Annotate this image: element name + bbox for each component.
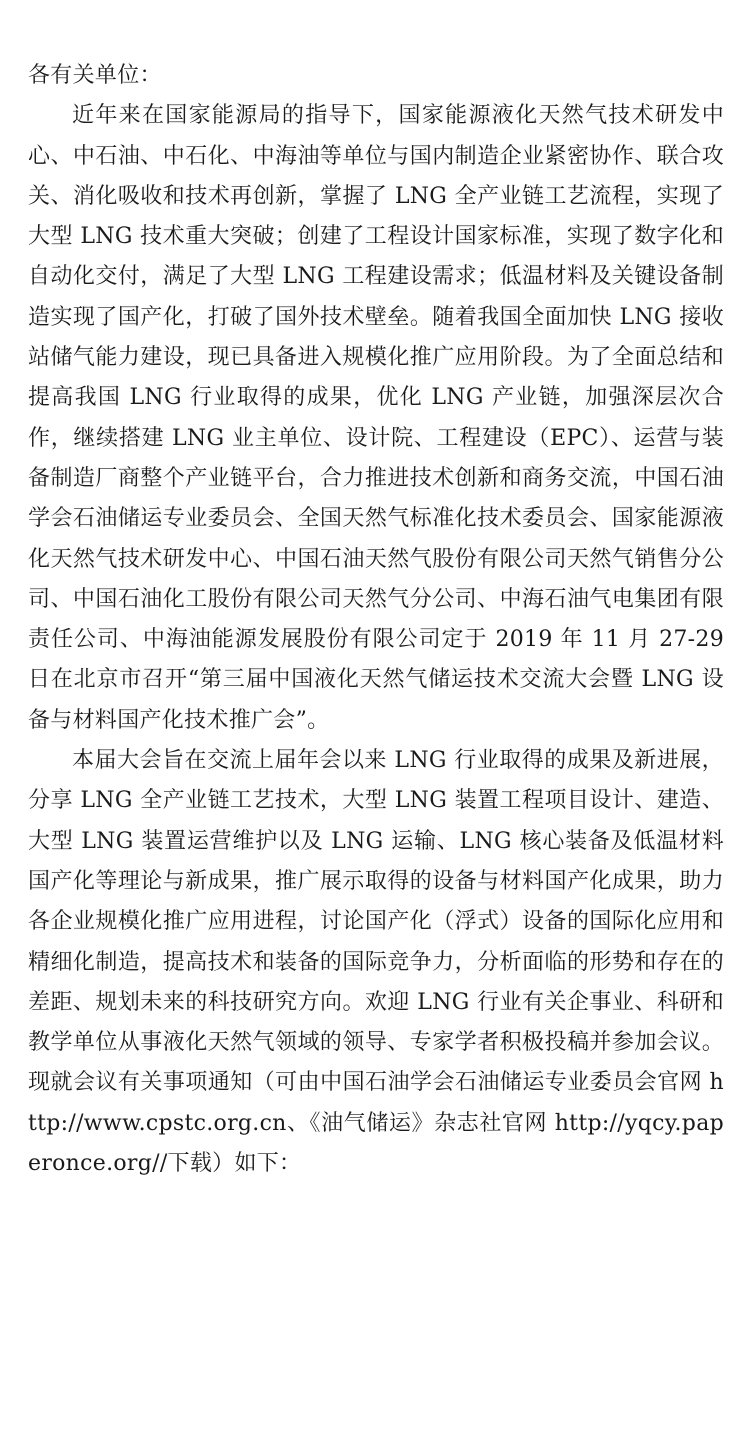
- paragraph-background: 近年来在国家能源局的指导下，国家能源液化天然气技术研发中心、中石油、中石化、中海油等单位与国内制造企业紧密协作、联合攻关、消化吸收和技术再创新，掌握了 LNG 全产业链工艺流程，实现了大型 LNG 技术重大突破；创建了工程设计国家标准，实现了数字化和自动化交付，满足了大型 LNG 工程建设需求；低温材料及关键设备制造实现了国产化，打破了国外技术壁垒。随着我国全面加快 LNG 接收站储气能力建设，现已具备进入规模化推广应用阶段。为了全面总结和提高我国 LNG 行业取得的成果，优化 LNG 产业链，加强深层次合作，继续搭建 LNG 业主单位、设计院、工程建设（EPC）、运营与装备制造厂商整个产业链平台，合力推进技术创新和商务交流，中国石油学会石油储运专业委员会、全国天然气标准化技术委员会、国家能源液化天然气技术研发中心、中国石油天然气股份有限公司天然气销售分公司、中国石油化工股份有限公司天然气分公司、中海石油气电集团有限责任公司、中海油能源发展股份有限公司定于 2019 年 11 月 27-29 日在北京市召开“第三届中国液化天然气储运技术交流大会暨 LNG 设备与材料国产化技术推广会”。: [28, 103, 724, 733]
- paragraph-purpose: 本届大会旨在交流上届年会以来 LNG 行业取得的成果及新进展，分享 LNG 全产业链工艺技术，大型 LNG 装置工程项目设计、建造、大型 LNG 装置运营维护以及 LNG 运输、LNG 核心装备及低温材料国产化等理论与新成果，推广展示取得的设备与材料国产化成果，助力各企业规模化推广应用进程，讨论国产化（浮式）设备的国际化应用和精细化制造，提高技术和装备的国际竞争力，分析面临的形势和存在的差距、规划未来的科技研究方向。欢迎 LNG 行业有关企事业、科研和教学单位从事液化天然气领域的领导、专家学者积极投稿并参加会议。现就会议有关事项通知（可由中国石油学会石油储运专业委员会官网 http://www.cpstc.org.cn、《油气储运》杂志社官网 http://yqcy.paperonce.org//下载）如下：: [28, 748, 724, 1177]
- salutation: 各有关单位：: [28, 63, 162, 88]
- notice-document: [28, 56, 724, 1184]
